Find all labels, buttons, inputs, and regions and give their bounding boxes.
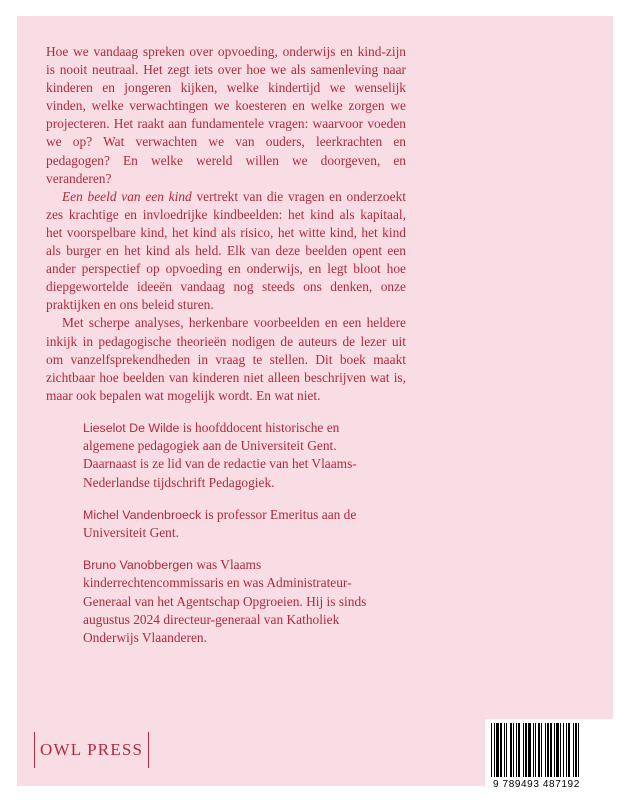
blurb-paragraph-2-text: vertrekt van die vragen en onderzoekt zes krachtige en invloedrijke kindbeelden: het kind als kapitaal, het voorspelbare kind, het kind als risico, het witte kind, het kind als burger en het kind als held. Elk van deze beelden opent een ander perspectief op opvoeding en onderwijs, en legt bloot hoe diepgewortelde ideeën vandaag nog steeds ons denken, onze praktijken en ons beleid sturen. <box>46 188 406 313</box>
blurb-paragraph-2 <box>46 188 406 315</box>
barcode-bars <box>491 723 616 777</box>
author-bio <box>83 419 393 492</box>
author-bio <box>83 556 393 647</box>
author-bio <box>83 506 393 542</box>
blurb-paragraph-1: Hoe we vandaag spreken over opvoeding, onderwijs en kind-zijn is nooit neutraal. Het zegt iets over hoe we als samenleving naar kinderen en jongeren kijken, welke kindertijd we wenselijk vinden, welke verwachtingen we koesteren en welke zorgen we projecteren. Het raakt aan fundamentele vragen: waarvoor voeden we op? Wat verwachten we van ouders, leerkrachten en pedagogen? En welke wereld willen we doorgeven, en veranderen? <box>46 44 406 186</box>
publisher-logo <box>34 732 149 768</box>
publisher-logo-text: OWL PRESS <box>40 740 144 759</box>
blurb-paragraph-3: Met scherpe analyses, herkenbare voorbeelden en een heldere inkijk in pedagogische theorieën nodigen de auteurs de lezer uit om vanzelfsprekendheden in vraag te stellen. Dit boek maakt zichtbaar hoe beelden van kinderen niet alleen beschrijven wat is, maar ook bepalen wat mogelijk wordt. En wat niet. <box>46 315 406 403</box>
author-bio-text: was Vlaams kinderrechtencommissaris en was Administrateur-Generaal van het Agentschap Opgroeien. Hij is sinds augustus 2024 directeur-generaal van Katholiek Onderwijs Vlaanderen. <box>83 557 367 646</box>
author-name: Lieselot De Wilde <box>83 421 180 435</box>
author-bio-text: is professor Emeritus aan de Universiteit Gent. <box>83 506 357 541</box>
book-title: Een beeld van een kind <box>62 188 192 204</box>
author-name: Michel Vandenbroeck <box>83 507 202 522</box>
isbn-digits: 9 789493 487192 <box>493 779 580 790</box>
blurb-text <box>46 43 406 405</box>
author-bios <box>83 419 393 661</box>
author-name: Bruno Vanobbergen <box>83 558 193 573</box>
back-cover <box>17 16 613 790</box>
isbn-barcode <box>485 719 622 793</box>
author-bio-text: is hoofddocent historische en algemene pedagogiek aan de Universiteit Gent. Daarnaast is ze lid van de redactie van het Vlaams-Nederlandse tijdschrift Pedagogiek. <box>83 420 357 490</box>
